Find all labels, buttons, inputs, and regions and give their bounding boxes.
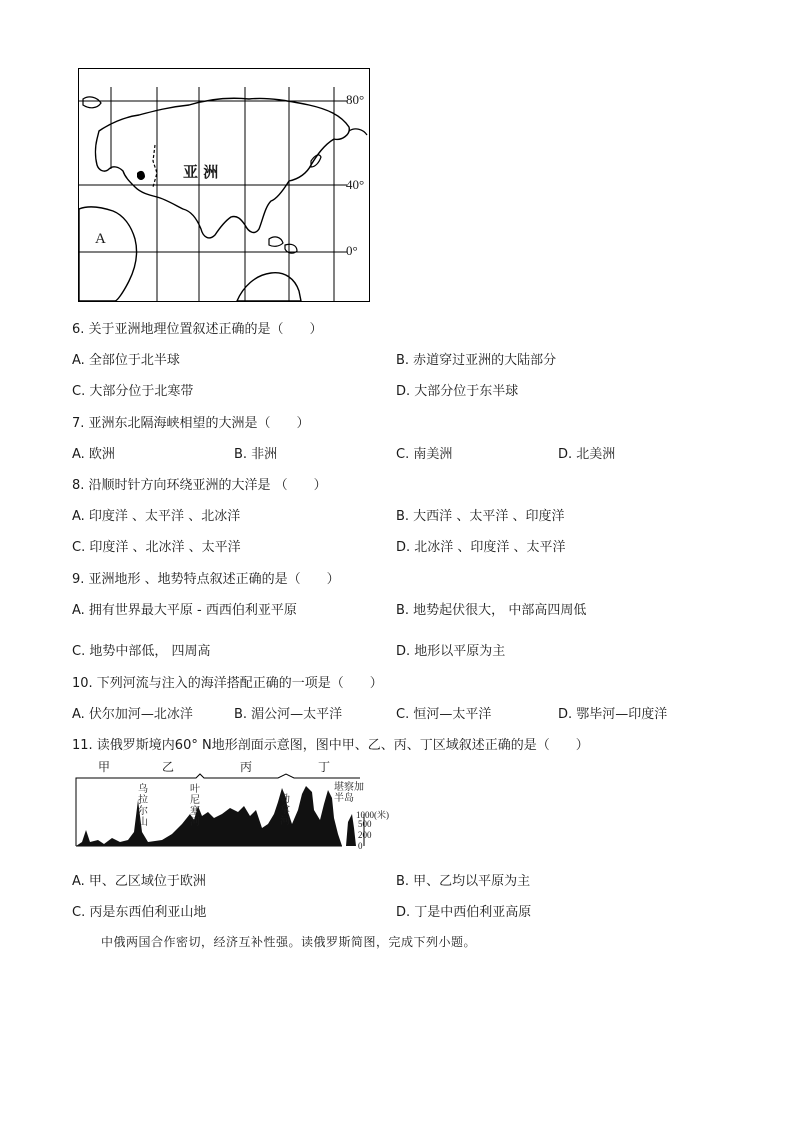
intro-note: 中俄两国合作密切，经济互补性强。读俄罗斯简图，完成下列小题。 <box>101 935 477 949</box>
option-a[interactable]: A. 印度洋 、太平洋 、北冰洋 <box>72 509 241 524</box>
question-stem: 9. 亚洲地形 、地势特点叙述正确的是（ ） <box>72 572 340 587</box>
terrain-profile-drawing <box>72 758 402 854</box>
scale-label: 0 <box>358 841 363 851</box>
option-a[interactable]: A. 欧洲 <box>72 447 115 462</box>
yenisei-river-label: 叶尼塞河 <box>190 784 200 828</box>
option-a[interactable]: A. 甲、乙区域位于欧洲 <box>72 874 206 889</box>
ural-mountains-label: 乌拉尔山 <box>138 784 148 828</box>
question-stem: 8. 沿顺时针方向环绕亚洲的大洋是 （ ） <box>72 478 327 493</box>
lat-label: 40° <box>346 177 365 192</box>
region-bing: 丙 <box>240 760 253 774</box>
scale-label: 1000(米) <box>356 810 389 820</box>
region-jia: 甲 <box>98 760 111 774</box>
option-d[interactable]: D. 地形以平原为主 <box>396 644 506 659</box>
continent-label: 亚 洲 <box>183 163 219 181</box>
question-stem: 7. 亚洲东北隔海峡相望的大洲是（ ） <box>72 416 310 431</box>
lat-label: 0° <box>346 243 358 258</box>
option-a[interactable]: A. 全部位于北半球 <box>72 353 180 368</box>
option-b[interactable]: B. 赤道穿过亚洲的大陆部分 <box>396 353 557 368</box>
option-d[interactable]: D. 丁是中西伯利亚高原 <box>396 905 532 920</box>
scale-label: 500 <box>358 819 372 829</box>
option-b[interactable]: B. 大西洋 、太平洋 、印度洋 <box>396 509 565 524</box>
option-d[interactable]: D. 北冰洋 、印度洋 、太平洋 <box>396 540 566 555</box>
kamchatka-peninsula-label: 堪察加半岛 <box>334 782 364 804</box>
option-a[interactable]: A. 拥有世界最大平原 - 西西伯利亚平原 <box>72 603 297 618</box>
point-a-label: A <box>95 231 106 247</box>
question-stem: 6. 关于亚洲地理位置叙述正确的是（ ） <box>72 322 323 337</box>
region-ding: 丁 <box>318 760 331 774</box>
option-a[interactable]: A. 伏尔加河—北冰洋 <box>72 707 193 722</box>
question-stem: 10. 下列河流与注入的海洋搭配正确的一项是（ ） <box>72 676 383 691</box>
map-frame <box>78 68 370 302</box>
lena-river-label: 勒拿河 <box>280 794 290 827</box>
option-b[interactable]: B. 湄公河—太平洋 <box>234 707 343 722</box>
region-yi: 乙 <box>162 760 175 774</box>
option-b[interactable]: B. 甲、乙均以平原为主 <box>396 874 531 889</box>
option-d[interactable]: D. 北美洲 <box>558 447 616 462</box>
option-c[interactable]: C. 恒河—太平洋 <box>396 707 492 722</box>
option-c[interactable]: C. 大部分位于北寒带 <box>72 384 194 399</box>
option-b[interactable]: B. 非洲 <box>234 447 278 462</box>
terrain-profile-figure <box>72 758 402 854</box>
option-d[interactable]: D. 鄂毕河—印度洋 <box>558 707 668 722</box>
option-c[interactable]: C. 印度洋 、北冰洋 、太平洋 <box>72 540 241 555</box>
option-c[interactable]: C. 南美洲 <box>396 447 453 462</box>
scale-label: 200 <box>358 830 372 840</box>
option-c[interactable]: C. 丙是东西伯利亚山地 <box>72 905 207 920</box>
map-drawing <box>79 69 369 301</box>
option-d[interactable]: D. 大部分位于东半球 <box>396 384 519 399</box>
option-c[interactable]: C. 地势中部低， 四周高 <box>72 644 211 659</box>
option-b[interactable]: B. 地势起伏很大， 中部高四周低 <box>396 603 587 618</box>
question-stem: 11. 读俄罗斯境内60° N地形剖面示意图，图中甲、乙、丙、丁区域叙述正确的是（ ） <box>72 738 589 753</box>
lat-label: 80° <box>346 92 365 107</box>
